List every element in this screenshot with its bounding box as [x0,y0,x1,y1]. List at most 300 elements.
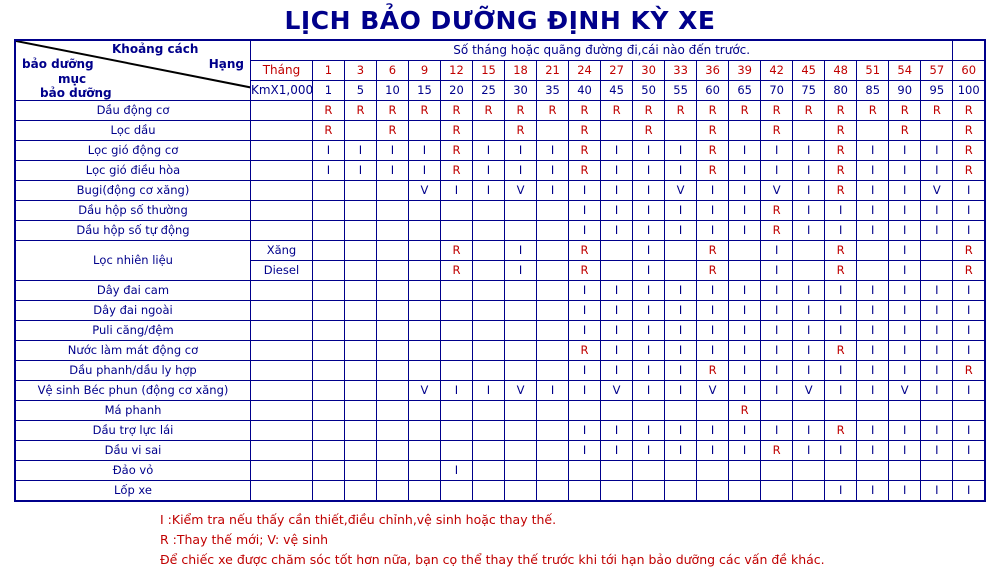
km-header-6: 30 [505,81,537,101]
cell-r18-c17 [857,461,889,481]
cell-r19-c13 [729,481,761,502]
cell-r15-c6 [505,401,537,421]
cell-r10-c8: I [569,301,601,321]
cell-r6-c14: R [761,221,793,241]
cell-r15-c15 [793,401,825,421]
cell-r5-c19: I [921,201,953,221]
cell-r18-c6 [505,461,537,481]
cell-r3-c10: I [633,161,665,181]
cell-r4-c5: I [473,181,505,201]
cell-r0-c8: R [569,101,601,121]
table-row [15,141,985,161]
cell-r2-c8: R [569,141,601,161]
cell-r2-c5: I [473,141,505,161]
cell-r18-c7 [537,461,569,481]
cell-r18-c12 [697,461,729,481]
cell-r0-c5: R [473,101,505,121]
cell-r10-c18: I [889,301,921,321]
cell-r5-c8: I [569,201,601,221]
cell-r14-c6: V [505,381,537,401]
cell-r7-c16: R [825,241,857,261]
cell-r4-c17: I [857,181,889,201]
row-subclass [250,341,312,361]
cell-r4-c7: I [537,181,569,201]
row-label: Lọc gió điều hòa [15,161,250,181]
cell-r6-c16: I [825,221,857,241]
cell-r11-c5 [473,321,505,341]
cell-r5-c7 [537,201,569,221]
table-row [15,361,985,381]
cell-r2-c16: R [825,141,857,161]
row-subclass [250,101,312,121]
cell-r1-c9 [601,121,633,141]
cell-r18-c8 [569,461,601,481]
cell-r9-c10: I [633,281,665,301]
cell-r8-c16: R [825,261,857,281]
cell-r7-c18: I [889,241,921,261]
cell-r1-c5 [473,121,505,141]
cell-r14-c8: I [569,381,601,401]
cell-r11-c14: I [761,321,793,341]
row-subclass [250,321,312,341]
cell-r6-c6 [505,221,537,241]
cell-r13-c19: I [921,361,953,381]
cell-r15-c10 [633,401,665,421]
cell-r2-c6: I [505,141,537,161]
cell-r4-c18: I [889,181,921,201]
cell-r13-c9: I [601,361,633,381]
cell-r12-c6 [505,341,537,361]
cell-r16-c6 [505,421,537,441]
header-row-span [15,40,985,61]
table-row [15,381,985,401]
row-subclass: Xăng [250,241,312,261]
cell-r7-c7 [537,241,569,261]
cell-r15-c19 [921,401,953,421]
cell-r16-c13: I [729,421,761,441]
cell-r16-c1 [344,421,376,441]
cell-r7-c9 [601,241,633,261]
cell-r19-c16: I [825,481,857,502]
cell-r16-c18: I [889,421,921,441]
row-subclass [250,121,312,141]
cell-r10-c11: I [665,301,697,321]
cell-r14-c3: V [408,381,440,401]
cell-r10-c0 [312,301,344,321]
cell-r12-c12: I [697,341,729,361]
cell-r3-c5: I [473,161,505,181]
cell-r10-c1 [344,301,376,321]
cell-r4-c0 [312,181,344,201]
cell-r0-c6: R [505,101,537,121]
cell-r2-c19: I [921,141,953,161]
cell-r0-c14: R [761,101,793,121]
cell-r7-c8: R [569,241,601,261]
cell-r7-c2 [376,241,408,261]
cell-r15-c20 [953,401,985,421]
cell-r4-c14: V [761,181,793,201]
cell-r8-c9 [601,261,633,281]
row-subclass [250,481,312,502]
cell-r15-c17 [857,401,889,421]
cell-r16-c5 [473,421,505,441]
cell-r9-c16: I [825,281,857,301]
legend-line-3: Để chiếc xe được chăm sóc tốt hơn nữa, bạn cọ thể thay thế trước khi tới hạn bảo dưỡng các vấn đề khác. [160,552,825,567]
cell-r11-c9: I [601,321,633,341]
maint-label-2: mục [58,72,87,86]
cell-r5-c16: I [825,201,857,221]
cell-r8-c1 [344,261,376,281]
cell-r0-c2: R [376,101,408,121]
cell-r2-c11: I [665,141,697,161]
cell-r3-c4: R [440,161,472,181]
cell-r0-c19: R [921,101,953,121]
cell-r1-c19 [921,121,953,141]
row-subclass [250,421,312,441]
cell-r2-c15: I [793,141,825,161]
cell-r4-c19: V [921,181,953,201]
cell-r4-c3: V [408,181,440,201]
cell-r8-c2 [376,261,408,281]
cell-r12-c8: R [569,341,601,361]
cell-r19-c11 [665,481,697,502]
cell-r9-c18: I [889,281,921,301]
cell-r8-c6: I [505,261,537,281]
cell-r4-c4: I [440,181,472,201]
cell-r6-c19: I [921,221,953,241]
cell-r16-c14: I [761,421,793,441]
cell-r12-c15: I [793,341,825,361]
cell-r10-c4 [440,301,472,321]
row-subclass [250,381,312,401]
cell-r1-c10: R [633,121,665,141]
cell-r12-c9: I [601,341,633,361]
table-row [15,221,985,241]
cell-r3-c12: R [697,161,729,181]
cell-r2-c1: I [344,141,376,161]
cell-r16-c20: I [953,421,985,441]
cell-r3-c2: I [376,161,408,181]
cell-r8-c3 [408,261,440,281]
cell-r13-c14: I [761,361,793,381]
cell-r1-c6: R [505,121,537,141]
cell-r9-c6 [505,281,537,301]
month-header-6: 18 [505,61,537,81]
cell-r19-c20: I [953,481,985,502]
row-label: Dầu hộp số tự động [15,221,250,241]
cell-r3-c13: I [729,161,761,181]
cell-r1-c2: R [376,121,408,141]
distance-label: Khoảng cách [112,42,199,56]
cell-r15-c4 [440,401,472,421]
cell-r18-c2 [376,461,408,481]
cell-r11-c11: I [665,321,697,341]
month-header-18: 54 [889,61,921,81]
row-label: Dầu trợ lực lái [15,421,250,441]
row-subclass [250,441,312,461]
cell-r11-c3 [408,321,440,341]
table-row [15,161,985,181]
km-header-4: 20 [440,81,472,101]
cell-r5-c4 [440,201,472,221]
cell-r13-c16: I [825,361,857,381]
table-row [15,441,985,461]
cell-r5-c14: R [761,201,793,221]
km-header-15: 75 [793,81,825,101]
cell-r17-c19: I [921,441,953,461]
cell-r3-c15: I [793,161,825,181]
cell-r13-c4 [440,361,472,381]
cell-r14-c13: I [729,381,761,401]
row-subclass [250,401,312,421]
cell-r9-c1 [344,281,376,301]
cell-r8-c7 [537,261,569,281]
cell-r3-c18: I [889,161,921,181]
month-header-3: 9 [408,61,440,81]
cell-r0-c10: R [633,101,665,121]
cell-r0-c16: R [825,101,857,121]
cell-r2-c7: I [537,141,569,161]
cell-r4-c20: I [953,181,985,201]
cell-r19-c10 [633,481,665,502]
cell-r10-c9: I [601,301,633,321]
legend-line-1: I :Kiểm tra nếu thấy cần thiết,điều chỉnh,vệ sinh hoặc thay thế. [160,512,557,527]
cell-r8-c14: I [761,261,793,281]
table-row [15,181,985,201]
table-row [15,201,985,221]
cell-r13-c11: I [665,361,697,381]
cell-r10-c14: I [761,301,793,321]
cell-r13-c18: I [889,361,921,381]
cell-r14-c7: I [537,381,569,401]
maint-label-3: bảo dưỡng [40,86,112,100]
cell-r3-c3: I [408,161,440,181]
cell-r2-c14: I [761,141,793,161]
cell-r17-c17: I [857,441,889,461]
cell-r8-c4: R [440,261,472,281]
cell-r1-c17 [857,121,889,141]
km-row-label: KmX1,000 [250,81,312,101]
cell-r12-c7 [537,341,569,361]
cell-r5-c9: I [601,201,633,221]
cell-r1-c12: R [697,121,729,141]
cell-r0-c11: R [665,101,697,121]
cell-r3-c9: I [601,161,633,181]
maint-label-1: bảo dưỡng [22,57,94,71]
month-header-10: 30 [633,61,665,81]
cell-r9-c5 [473,281,505,301]
cell-r16-c2 [376,421,408,441]
cell-r6-c13: I [729,221,761,241]
cell-r5-c13: I [729,201,761,221]
cell-r12-c0 [312,341,344,361]
cell-r9-c15: I [793,281,825,301]
legend-notes [160,510,1000,570]
cell-r10-c5 [473,301,505,321]
cell-r3-c6: I [505,161,537,181]
cell-r12-c3 [408,341,440,361]
cell-r2-c20: R [953,141,985,161]
cell-r15-c12 [697,401,729,421]
cell-r15-c7 [537,401,569,421]
cell-r1-c4: R [440,121,472,141]
row-label: Má phanh [15,401,250,421]
cell-r19-c2 [376,481,408,502]
cell-r6-c2 [376,221,408,241]
month-header-7: 21 [537,61,569,81]
cell-r3-c11: I [665,161,697,181]
cell-r19-c9 [601,481,633,502]
cell-r9-c2 [376,281,408,301]
cell-r13-c12: R [697,361,729,381]
km-header-14: 70 [761,81,793,101]
cell-r15-c14 [761,401,793,421]
cell-r10-c17: I [857,301,889,321]
cell-r11-c0 [312,321,344,341]
table-row [15,421,985,441]
cell-r9-c19: I [921,281,953,301]
cell-r6-c7 [537,221,569,241]
cell-r11-c20: I [953,321,985,341]
cell-r11-c17: I [857,321,889,341]
cell-r17-c10: I [633,441,665,461]
cell-r7-c20: R [953,241,985,261]
row-label: Dầu phanh/dầu ly hợp [15,361,250,381]
cell-r17-c12: I [697,441,729,461]
cell-r0-c12: R [697,101,729,121]
km-header-17: 85 [857,81,889,101]
cell-r1-c7 [537,121,569,141]
row-subclass [250,301,312,321]
cell-r9-c3 [408,281,440,301]
cell-r3-c19: I [921,161,953,181]
cell-r17-c14: R [761,441,793,461]
cell-r12-c11: I [665,341,697,361]
cell-r4-c12: I [697,181,729,201]
cell-r19-c3 [408,481,440,502]
cell-r10-c13: I [729,301,761,321]
cell-r17-c15: I [793,441,825,461]
cell-r6-c3 [408,221,440,241]
cell-r16-c15: I [793,421,825,441]
cell-r5-c18: I [889,201,921,221]
cell-r19-c19: I [921,481,953,502]
cell-r10-c7 [537,301,569,321]
cell-r8-c19 [921,261,953,281]
cell-r8-c11 [665,261,697,281]
cell-r17-c13: I [729,441,761,461]
cell-r8-c18: I [889,261,921,281]
cell-r14-c4: I [440,381,472,401]
cell-r7-c10: I [633,241,665,261]
month-header-8: 24 [569,61,601,81]
km-header-11: 55 [665,81,697,101]
cell-r3-c17: I [857,161,889,181]
km-header-10: 50 [633,81,665,101]
cell-r12-c1 [344,341,376,361]
cell-r10-c3 [408,301,440,321]
cell-r18-c16 [825,461,857,481]
month-header-12: 36 [697,61,729,81]
km-header-16: 80 [825,81,857,101]
cell-r11-c4 [440,321,472,341]
cell-r17-c0 [312,441,344,461]
row-label: Bugi(động cơ xăng) [15,181,250,201]
cell-r16-c17: I [857,421,889,441]
cell-r12-c17: I [857,341,889,361]
cell-r13-c6 [505,361,537,381]
row-subclass [250,201,312,221]
cell-r14-c1 [344,381,376,401]
cell-r18-c20 [953,461,985,481]
cell-r18-c14 [761,461,793,481]
km-header-2: 10 [376,81,408,101]
cell-r14-c18: V [889,381,921,401]
cell-r16-c10: I [633,421,665,441]
cell-r13-c13: I [729,361,761,381]
cell-r7-c4: R [440,241,472,261]
page-title: LỊCH BẢO DƯỠNG ĐỊNH KỲ XE [284,6,716,35]
cell-r5-c12: I [697,201,729,221]
cell-r15-c5 [473,401,505,421]
cell-r14-c17: I [857,381,889,401]
cell-r7-c14: I [761,241,793,261]
cell-r4-c6: V [505,181,537,201]
row-label: Lọc nhiên liệu [15,241,250,281]
cell-r5-c2 [376,201,408,221]
cell-r19-c4 [440,481,472,502]
cell-r8-c20: R [953,261,985,281]
cell-r7-c11 [665,241,697,261]
cell-r6-c1 [344,221,376,241]
cell-r14-c11: I [665,381,697,401]
cell-r1-c16: R [825,121,857,141]
cell-r14-c14: I [761,381,793,401]
cell-r18-c9 [601,461,633,481]
cell-r13-c15: I [793,361,825,381]
cell-r3-c20: R [953,161,985,181]
cell-r18-c10 [633,461,665,481]
row-label: Dầu hộp số thường [15,201,250,221]
cell-r17-c11: I [665,441,697,461]
cell-r0-c1: R [344,101,376,121]
cell-r7-c17 [857,241,889,261]
cell-r1-c18: R [889,121,921,141]
month-header-5: 15 [473,61,505,81]
cell-r19-c5 [473,481,505,502]
cell-r4-c8: I [569,181,601,201]
cell-r14-c9: V [601,381,633,401]
table-row [15,401,985,421]
row-label: Đảo vỏ [15,461,250,481]
cell-r1-c8: R [569,121,601,141]
cell-r5-c1 [344,201,376,221]
cell-r13-c2 [376,361,408,381]
cell-r4-c2 [376,181,408,201]
cell-r19-c15 [793,481,825,502]
cell-r18-c15 [793,461,825,481]
cell-r13-c20: R [953,361,985,381]
cell-r8-c13 [729,261,761,281]
cell-r2-c18: I [889,141,921,161]
table-row [15,101,985,121]
cell-r19-c12 [697,481,729,502]
cell-r2-c12: R [697,141,729,161]
cell-r12-c10: I [633,341,665,361]
cell-r4-c11: V [665,181,697,201]
cell-r0-c13: R [729,101,761,121]
cell-r11-c7 [537,321,569,341]
